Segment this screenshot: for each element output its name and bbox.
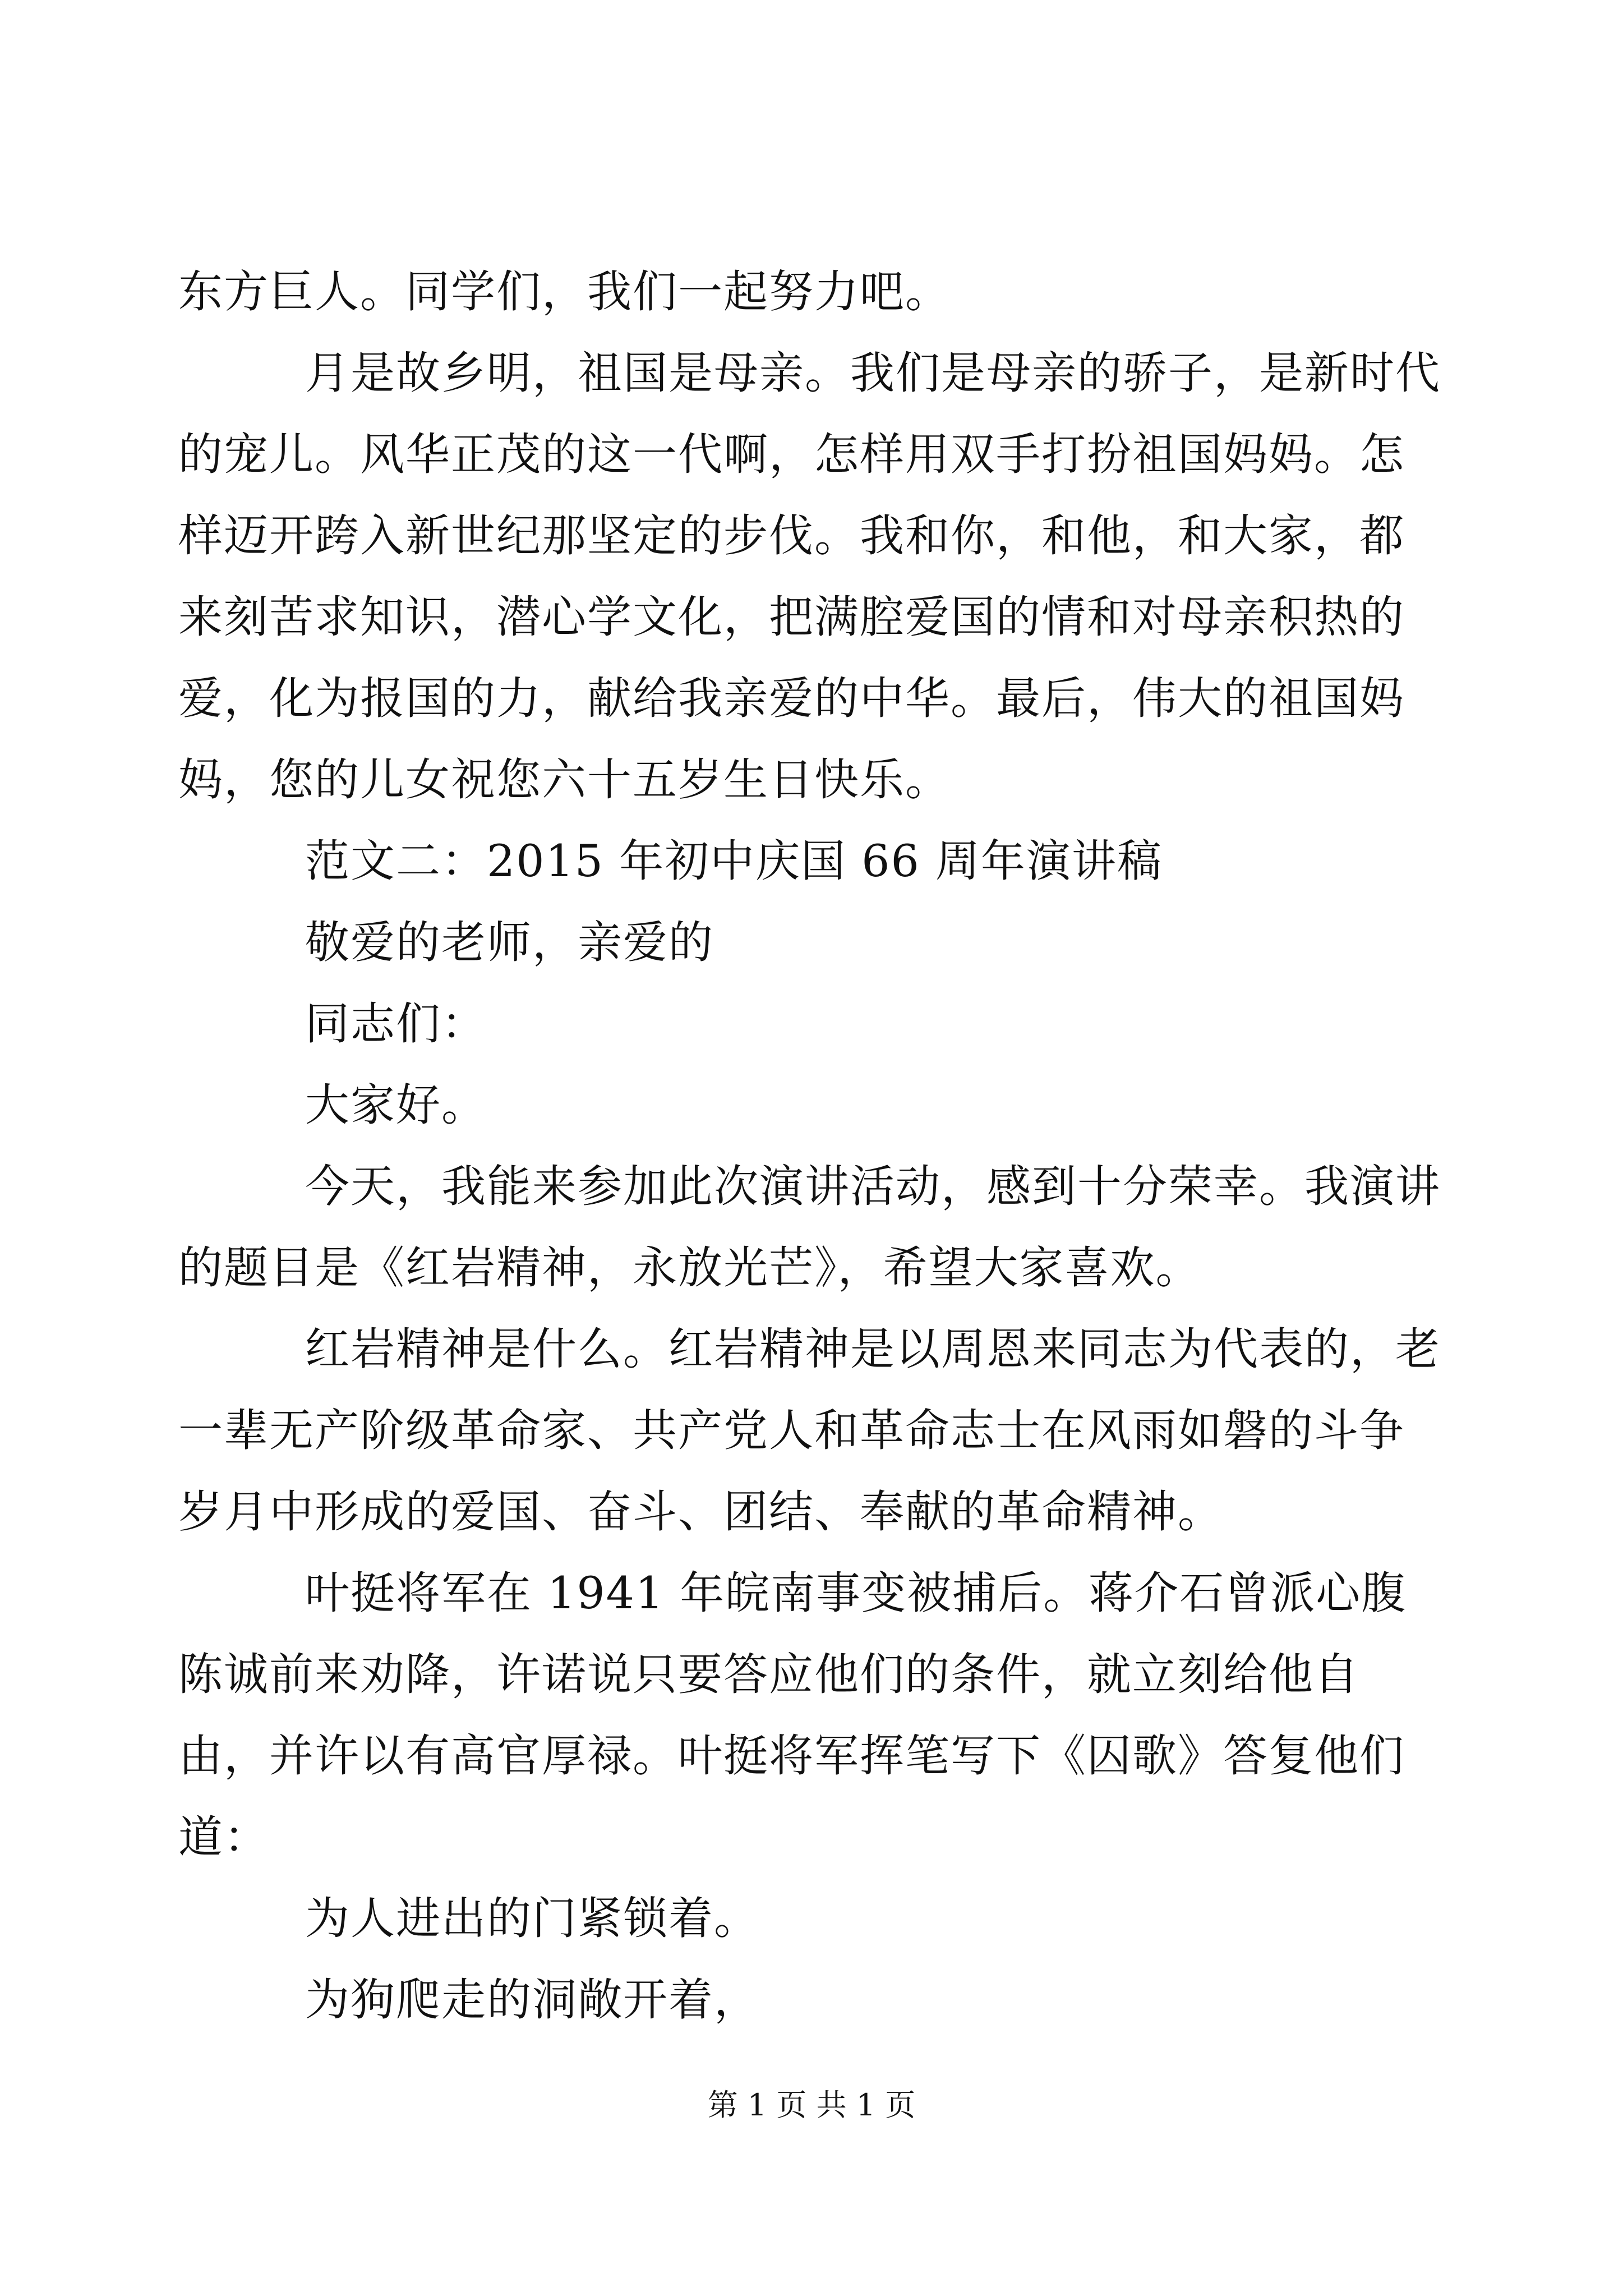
section-heading: 范文二：2015 年初中庆国 66 周年演讲稿 xyxy=(305,835,1163,887)
salutation-line-2: 同志们： xyxy=(305,998,487,1050)
salutation-line-1: 敬爱的老师，亲爱的 xyxy=(305,917,714,968)
document-body xyxy=(178,251,1446,2041)
poem-line-2: 为狗爬走的洞敞开着， xyxy=(305,1974,759,2026)
greeting: 大家好。 xyxy=(305,1079,487,1131)
page-footer: 第 1 页 共 1 页 xyxy=(707,2087,916,2123)
paragraph-ye-ting: 叶挺将军在 1941 年皖南事变被捕后。蒋介石曾派心腹陈诚前来劝降，许诺说只要答应他们的条件，就立刻给他自由，并许以有高官厚禄。叶挺将军挥笔写下《囚歌》答复他们道： xyxy=(178,1567,1407,1863)
paragraph-2: 月是故乡明，祖国是母亲。我们是母亲的骄子，是新时代的宠儿。风华正茂的这一代啊，怎样用双手打扮祖国妈妈。怎样迈开跨入新世纪那坚定的步伐。我和你，和他，和大家，都来刻苦求知识，潜心学文化，把满腔爱国的情和对母亲积热的爱，化为报国的力，献给我亲爱的中华。最后，伟大的祖国妈妈，您的儿女祝您六十五岁生日快乐。 xyxy=(178,347,1441,806)
paragraph-intro: 今天，我能来参加此次演讲活动，感到十分荣幸。我演讲的题目是《红岩精神，永放光芒》，希望大家喜欢。 xyxy=(178,1161,1441,1294)
paragraph-1: 东方巨人。同学们，我们一起努力吧。 xyxy=(178,266,951,318)
paragraph-hongyan-spirit: 红岩精神是什么。红岩精神是以周恩来同志为代表的，老一辈无产阶级革命家、共产党人和革命志士在风雨如磐的斗争岁月中形成的爱国、奋斗、团结、奉献的革命精神。 xyxy=(178,1323,1441,1538)
poem-line-1: 为人进出的门紧锁着。 xyxy=(305,1893,759,1944)
